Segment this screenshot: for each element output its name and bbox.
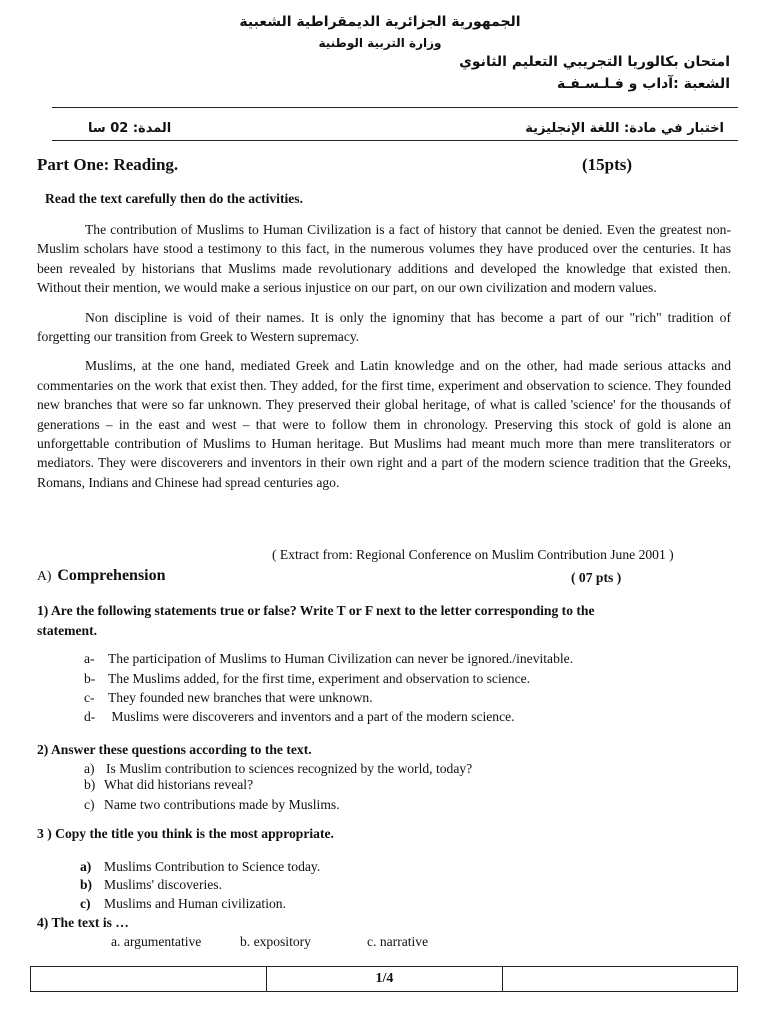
q1-item-a <box>84 651 573 667</box>
q1-prompt-line2: statement. <box>37 623 98 638</box>
header-subject: اختبار في مادة: اللغة الإنجليزية <box>525 121 724 136</box>
q3-prompt: 3 ) Copy the title you think is the most appropriate. <box>37 826 334 841</box>
part-points: (15pts) <box>582 155 633 174</box>
q1-item-letter: a- <box>84 651 95 666</box>
paragraph-2: Non discipline is void of their names. It is only the ignominy that has become a part of our "rich" tradition of forgetting our transition from Greek to Western supremacy. <box>37 309 731 345</box>
q4-option-b: b. expository <box>240 934 311 949</box>
section-points: ( 07 pts ) <box>571 570 622 585</box>
reading-instruction: Read the text carefully then do the activities. <box>45 191 303 206</box>
part-title: Part One: Reading. <box>37 155 179 174</box>
text-source: ( Extract from: Regional Conference on Muslim Contribution June 2001 ) <box>272 547 674 562</box>
section-letter: A) <box>37 568 52 583</box>
header-duration: المدة: 02 سا <box>88 121 172 136</box>
q3-item-letter: b) <box>80 877 93 892</box>
q1-item-text: They founded new branches that were unknown. <box>108 690 373 705</box>
q4-option-c: c. narrative <box>367 934 429 949</box>
header-republic: الجمهورية الجزائرية الديمقراطية الشعبية <box>239 14 521 30</box>
q3-item-c <box>80 896 286 912</box>
paragraph-1: The contribution of Muslims to Human Civilization is a fact of history that cannot be denied. Even the greatest non-Muslim scholars have stood a testimony to this fact, in the numerous volumes they have produced over the centuries. It has been revealed by historians that Muslims made revolutionary additions and developed the knowledge that existed then. Without their mention, we would make a serious injustice on our part, on our own civilization and modern values. <box>37 222 731 296</box>
header-ministry: وزارة التربية الوطنية <box>318 36 442 50</box>
q2-prompt: 2) Answer these questions according to the text. <box>37 742 312 757</box>
q3-item-letter: c) <box>80 896 91 911</box>
q3-item-a <box>80 859 320 875</box>
q2-item-letter: b) <box>84 777 96 792</box>
q1-item-c <box>84 690 373 706</box>
q3-item-text: Muslims and Human civilization. <box>104 896 286 911</box>
q4-option-a: a. argumentative <box>111 934 202 949</box>
q2-item-a <box>84 761 472 777</box>
q4-prompt: 4) The text is … <box>37 915 129 930</box>
q2-item-text: Name two contributions made by Muslims. <box>104 797 340 812</box>
q3-item-letter: a) <box>80 859 92 874</box>
q1-prompt <box>37 601 737 641</box>
footer-table <box>30 966 738 992</box>
q3-item-b <box>80 877 222 893</box>
q1-item-text: Muslims were discoverers and inventors and a part of the modern science. <box>108 709 515 724</box>
q2-item-b <box>84 777 253 793</box>
header-stream: الشعبة :آداب و فـلـسـفـة <box>556 76 730 92</box>
section-title: Comprehension <box>57 567 166 584</box>
q2-item-text: Is Muslim contribution to sciences recognized by the world, today? <box>106 761 473 776</box>
q1-item-text: The participation of Muslims to Human Civilization can never be ignored./inevitable. <box>108 651 574 666</box>
q1-item-letter: c- <box>84 690 95 705</box>
reading-text <box>37 220 731 492</box>
q2-item-letter: c) <box>84 797 95 812</box>
q1-item-letter: d- <box>84 709 96 724</box>
section-a-heading <box>37 567 166 585</box>
q1-item-letter: b- <box>84 671 96 686</box>
header-exam: امتحان بكالوريا التجريبي التعليم الثانوي <box>459 54 730 70</box>
paragraph-3: Muslims, at the one hand, mediated Greek and Latin knowledge and on the other, had made serious attacks and commentaries on the work that exist then. They added, for the first time, experiment and observation to science. They founded new branches that were so far unknown. They preserved their global heritage, of what is called 'science' for the thousands of generations – in the east and west – that were to follow them in chronology. Preserving this stock of gold is alone an unforgettable contribution of Muslims to Human heritage. But Muslims had meant much more than mere transliterators or mediators. They were discoverers and inventors in their own right and a part of the modern science tradition that the Greeks, Romans, Indians and Chinese had spread centuries ago. <box>37 358 731 490</box>
footer-cell-right <box>503 967 737 991</box>
q1-item-b <box>84 671 530 687</box>
q1-item-d <box>84 709 515 725</box>
footer-cell-left <box>31 967 267 991</box>
q2-item-c <box>84 797 340 813</box>
q3-item-text: Muslims' discoveries. <box>104 877 222 892</box>
q1-item-text: The Muslims added, for the first time, experiment and observation to science. <box>108 671 531 686</box>
q3-item-text: Muslims Contribution to Science today. <box>104 859 321 874</box>
q2-item-letter: a) <box>84 761 95 776</box>
header-top-rule <box>52 107 738 108</box>
header-bottom-rule <box>52 140 738 141</box>
page-number: 1/4 <box>267 967 503 991</box>
q2-item-text: What did historians reveal? <box>104 777 254 792</box>
q1-prompt-line1: 1) Are the following statements true or false? Write T or F next to the letter corresponding to the <box>37 603 595 618</box>
